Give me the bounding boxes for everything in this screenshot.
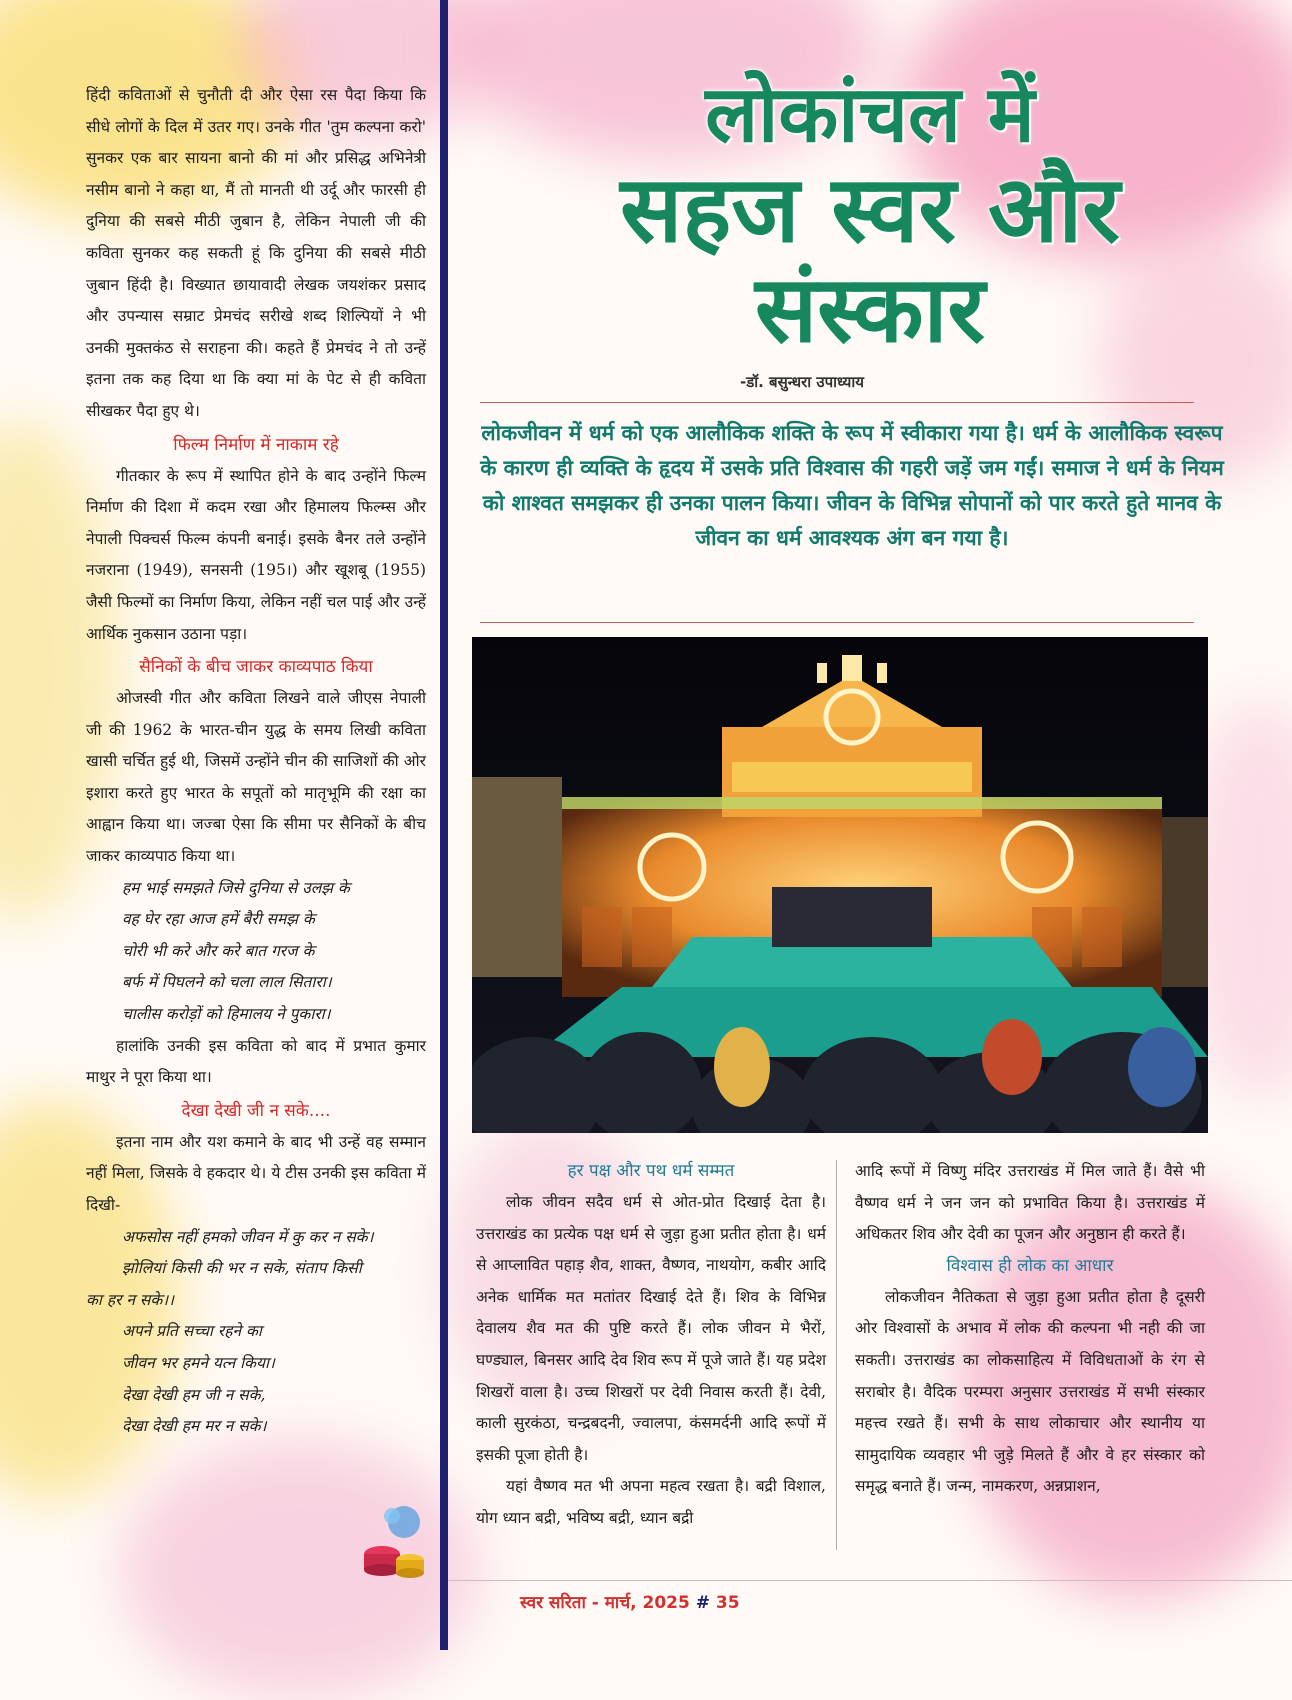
left-paragraph: गीतकार के रूप में स्थापित होने के बाद उन्होंने फिल्म निर्माण की दिशा में कदम रखा और हिमालय फिल्म्स और नेपाली पिक्चर्स फिल्म कंपनी बनाई। इसके बैनर तले उन्होंने नजराना (1949), सनसनी (195।) और खूशबू (1955) जैसी फिल्मों का निर्माण किया, लेकिन नहीं चल पाई और उन्हें आर्थिक नुकसान उठाना पड़ा।: [86, 466, 426, 643]
poem-line: हम भाई समझते जिसे दुनिया से उलझ के: [122, 878, 350, 897]
magazine-issue: स्वर सरिता - मार्च, 2025: [520, 1593, 690, 1613]
poem-line: वह घेर रहा आज हमें बैरी समझ के: [122, 910, 315, 929]
body-paragraph: लोकजीवन नैतिकता से जुड़ा हुआ प्रतीत होता है दूसरी ओर विश्वासों के अभाव में लोक की कल्पना भी नही की जा सकती। उत्तराखंड का लोकसाहित्य में विविधताओं के रंग से सराबोर है। वैदिक परम्परा अनुसार उत्तराखंड में सभी संस्कार महत्त्व रखते हैं। सभी के साथ लोकाचार और स्थानीय या सामुदायिक व्यवहार भी जुड़े मिलते हैं और वे हर संस्कार को समृद्ध बनाते हैं। जन्म, नामकरण, अन्नप्राशन,: [855, 1287, 1205, 1496]
left-subheading-dekha: देखा देखी जी न सके....: [181, 1100, 331, 1121]
poem-line: अपने प्रति सच्चा रहने का: [122, 1322, 262, 1341]
intro-blurb: लोकजीवन में धर्म को एक आलौकिक शक्ति के रूप में स्वीकारा गया है। धर्म के आलौकिक स्वरूप के कारण ही व्यक्ति के हृदय में उसके प्रति विश्वास की गहरी जड़ें जम गईं। समाज ने धर्म के नियम को शाश्वत समझकर ही उनका पालन किया। जीवन के विभिन्न सोपानों को पार करते हुते मानव के जीवन का धर्म आवश्यक अंग बन गया है।: [480, 421, 1224, 550]
column-separator: [836, 1160, 837, 1550]
left-paragraph: हालांकि उनकी इस कविता को बाद में प्रभात कुमार माथुर ने पूरा किया था।: [86, 1036, 426, 1087]
left-paragraph: ओजस्वी गीत और कविता लिखने वाले जीएस नेपाली जी की 1962 के भारत-चीन युद्ध के समय लिखी कविता खासी चर्चित हुई थी, जिसमें उन्होंने चीन की साजिशों की ओर इशारा करते हुए भारत के सपूतों को मातृभूमि की रक्षा का आह्वान किया था। जज्बा ऐसा कि सीमा पर सैनिकों के बीच जाकर काव्यपाठ किया था।: [86, 689, 426, 866]
body-paragraph: यहां वैष्णव मत भी अपना महत्व रखता है। बद्री विशाल, योग ध्यान बद्री, भविष्य बद्री, ध्यान बद्री: [476, 1477, 826, 1527]
left-column: [86, 80, 426, 1443]
article-title: [470, 70, 1270, 363]
page-number: 35: [715, 1593, 740, 1613]
left-paragraph: इतना नाम और यश कमाने के बाद भी उन्हें वह सम्मान नहीं मिला, जिसके वे हकदार थे। ये टीस उनकी इस कविता में दिखी-: [86, 1132, 426, 1214]
footer-rule: [448, 1580, 1292, 1581]
left-subheading-soldiers: सैनिकों के बीच जाकर काव्यपाठ किया: [139, 657, 373, 678]
right-column: [855, 1156, 1205, 1503]
title-line: सहज स्वर और: [620, 156, 1120, 263]
poem-line: का हर न सके।।: [86, 1290, 175, 1309]
poem-line: देखा देखी हम मर न सके।: [122, 1417, 267, 1436]
body-paragraph: आदि रूपों में विष्णु मंदिर उत्तराखंड में मिल जाते हैं। वैसे भी वैष्णव धर्म ने जन जन को प्रभावित किया है। उत्तराखंड में अधिकतर शिव और देवी का पूजन और अनुष्ठान ही करते हैं।: [855, 1162, 1205, 1244]
body-paragraph: लोक जीवन सदैव धर्म से ओत-प्रोत दिखाई देता है। उत्तराखंड का प्रत्येक पक्ष धर्म से जुड़ा हुआ प्रतीत होता है। धर्म से आप्लावित पहाड़ शैव, शाक्त, वैष्णव, नाथयोग, कबीर आदि अनेक धार्मिक मत मतांतर दिखाई देते हैं। शिव के विभिन्न देवालय शैव मत की पुष्टि करते हैं। लोक जीवन मे भैरों, घण्ड्याल, बिनसर आदि देव शिव रूप में पूजे जाते हैं। यह प्रदेश शिखरों वाला है। उच्च शिखरों पर देवी निवास करती हैं। देवी, काली सुरकंठा, चन्द्रबदनी, ज्वालपा, कंसमर्दनी आदि रूपों में इसकी पूजा होती है।: [476, 1193, 826, 1464]
holi-gulal-bowls-icon: [352, 1502, 432, 1582]
left-subheading-film: फिल्म निर्माण में नाकाम रहे: [173, 434, 339, 455]
poem-line: चालीस करोड़ों को हिमालय ने पुकारा।: [122, 1005, 331, 1024]
rule: [480, 622, 1194, 623]
poem-line: चोरी भी करे और करे बात गरज के: [122, 941, 315, 960]
author-byline: -डॉ. बसुन्धरा उपाध्याय: [740, 373, 864, 391]
temple-photo: [472, 637, 1208, 1133]
title-line: लोकांचल में: [705, 70, 1035, 160]
rule: [480, 402, 1194, 403]
middle-column: [476, 1156, 826, 1535]
poem-line: बर्फ में पिघलने को चला लाल सितारा।: [122, 973, 332, 992]
subheading-dharma: हर पक्ष और पथ धर्म सम्मत: [567, 1161, 735, 1181]
page-footer: [520, 1590, 740, 1613]
hash-symbol: #: [695, 1593, 710, 1613]
poem-regret: [86, 1222, 426, 1443]
poem-line: झोलियां किसी की भर न सके, संताप किसी: [122, 1259, 362, 1278]
poem-line: देखा देखी हम जी न सके,: [122, 1385, 266, 1404]
poem-line: अफसोस नहीं हमको जीवन में कु कर न सके।: [122, 1227, 374, 1246]
poem-war: [86, 873, 426, 1031]
poem-line: जीवन भर हमने यत्न किया।: [122, 1353, 275, 1372]
left-paragraph: हिंदी कविताओं से चुनौती दी और ऐसा रस पैदा किया कि सीधे लोगों के दिल में उतर गए। उनके गीत 'तुम कल्पना करो' सुनकर एक बार सायना बानो की मां और प्रसिद्ध अभिनेत्री नसीम बानो ने कहा था, मैं तो मानती थी उर्दू और फारसी ही दुनिया की सबसे मीठी जुबान है, लेकिन नेपाली जी की कविता सुनकर कह सकती हूं कि दुनिया की सबसे मीठी जुबान हिंदी है। विख्यात छायावादी लेखक जयशंकर प्रसाद और उपन्यास सम्राट प्रेमचंद सरीखे शब्द शिल्पियों ने भी उनकी मुक्तकंठ से सराहना की। कहते हैं प्रेमचंद ने तो उन्हें इतना तक कह दिया था कि क्या मां के पेट से ही कविता सीखकर पैदा हुए थे।: [86, 86, 426, 420]
subheading-vishwas: विश्वास ही लोक का आधार: [946, 1255, 1114, 1276]
column-divider: [440, 0, 448, 1650]
title-line: संस्कार: [754, 256, 986, 363]
